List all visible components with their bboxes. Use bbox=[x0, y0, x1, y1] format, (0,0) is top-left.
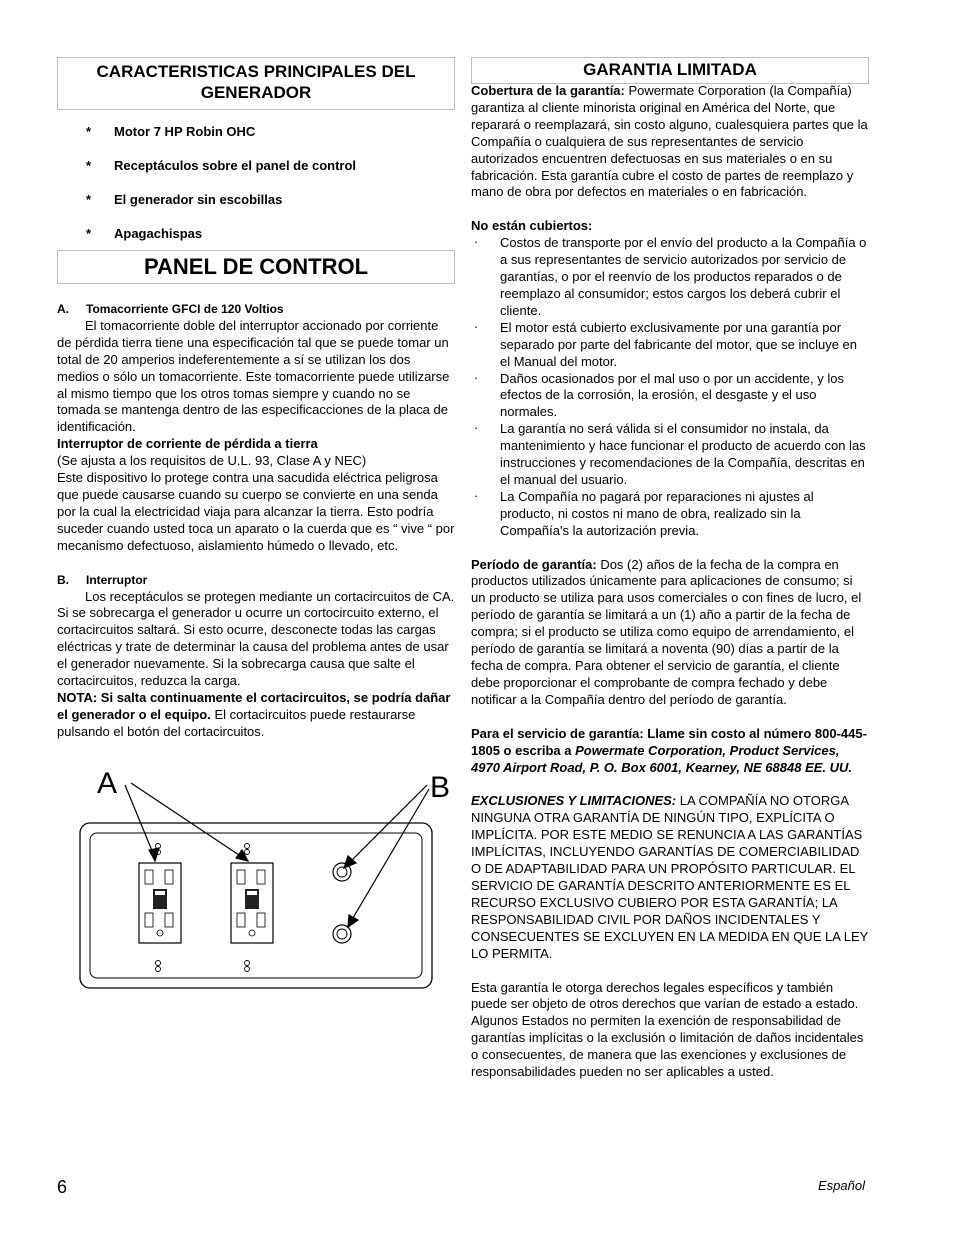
bullet-star: * bbox=[86, 192, 92, 207]
features-list bbox=[57, 124, 455, 260]
bullet-star: * bbox=[86, 158, 92, 173]
panel-heading: PANEL DE CONTROL bbox=[57, 250, 455, 284]
gfci-subheading: Interruptor de corriente de pérdida a tierra bbox=[57, 436, 318, 452]
circuit-breakers bbox=[333, 863, 351, 943]
left-column bbox=[57, 57, 455, 741]
service-paragraph: Para el servicio de garantía: Llame sin costo al número 800-445-1805 o escriba a Powermate Corporation, Product Services, 4970 Airport Road, P. O. Box 6001, Kearney, NE 68848 EE. UU. bbox=[471, 725, 867, 775]
gfci-receptacle-2 bbox=[231, 863, 273, 943]
section-b-heading: B. Interruptor bbox=[57, 572, 148, 587]
list-item: · Costos de transporte por el envío del producto a la Compañía o a sus representantes de servicio autorizados por servicio de garantías, o por el reenvío de los productos reparados o de reemplazo al consumidor; estos cargos los deberá cubrir el cliente. bbox=[474, 234, 867, 318]
gfci-body: Este dispositivo lo protege contra una sacudida eléctrica peligrosa que puede causarse cuando su cuerpo se convierte en una senda por la cual la electricidad viaja para alcanzar la tierra. Esto podría suceder cuando usted toca un aparato o la cuerda que es “ vive “ por mecanismo defectuoso, aislamiento húmedo o llevado, etc. bbox=[57, 470, 455, 553]
label-b: B bbox=[430, 771, 451, 804]
feature-item: * Motor 7 HP Robin OHC bbox=[86, 124, 256, 139]
feature-item: * Apagachispas bbox=[86, 226, 203, 241]
section-a-heading: A. Tomacorriente GFCI de 120 Voltios bbox=[57, 302, 284, 316]
bullet-star: * bbox=[86, 226, 92, 241]
feature-item: * Receptáculos sobre el panel de control bbox=[86, 158, 357, 173]
list-item: · La garantía no será válida si el consumidor no instala, da mantenimiento y hace funcionar el producto de acuerdo con las instrucciones y recomendaciones de la Compañía, descritas en el manual del usuario. bbox=[474, 420, 866, 487]
control-panel-diagram bbox=[75, 763, 455, 991]
warranty-heading: GARANTIA LIMITADA bbox=[471, 57, 869, 84]
list-item: · Daños ocasionados por el mal uso o por un accidente, y los efectos de la corrosión, la erosión, el desgaste y el uso normales. bbox=[474, 369, 844, 420]
legal-rights-paragraph: Esta garantía le otorga derechos legales específicos y también puede ser objeto de otros derechos que varían de estado a estado. Algunos Estados no permiten la exención de responsabilidad de garantías implícitas o la exclusión o limitación de daños incidentales o consecuentes, de manera que las exenciones y exclusiones de responsabilidades pueden no ser aplicables a usted. bbox=[471, 979, 864, 1080]
section-a-body: El tomacorriente doble del interruptor accionado por corriente de pérdida tierra tiene una especificación tal que se puede tomar un total de 20 amperios indeferentemente a sí se utilizan los dos medios o sólo un tomacorriente. Este tomacorriente puede utilizarse al mismo tiempo que los otros tomas siempre y cuando no se tomada se mantenga dentro de las especificacciones de la placa de identificación. bbox=[57, 317, 450, 435]
list-item: · La Compañía no pagará por reparaciones ni ajustes al producto, ni costos ni mano de obra, realizado sin la Compañía's la autorización previa. bbox=[474, 487, 814, 538]
arrows-a bbox=[125, 783, 248, 861]
not-covered-heading: No están cubiertos: bbox=[471, 218, 593, 234]
feature-item: * El generador sin escobillas bbox=[86, 192, 283, 207]
section-b-body: Los receptáculos se protegen mediante un cortacircuitos de CA. Si se sobrecarga el generador u ocurre un cortocircuito externo, el cortacircuitos saltará. Si esto ocurre, desconecte todas las cargas eléctricas y trate de determinar la causa del problema antes de usar el generador nuevamente. Si la sobrecarga causa que salte el cortacircuitos, reduzca la carga. bbox=[57, 588, 455, 689]
panel-drawing bbox=[75, 763, 455, 991]
language-label: Español bbox=[818, 1178, 865, 1193]
right-column bbox=[471, 57, 869, 1081]
bullet-star: * bbox=[86, 124, 92, 139]
gfci-note: (Se ajusta a los requisitos de U.L. 93, Clase A y NEC) bbox=[57, 453, 367, 469]
page-number: 6 bbox=[57, 1177, 68, 1197]
features-heading: CARACTERISTICAS PRINCIPALES DEL GENERADOR bbox=[57, 57, 455, 110]
arrows-b bbox=[344, 785, 429, 927]
section-b-note: NOTA: Si salta continuamente el cortacircuitos, se podría dañar el generador o el equipo. El cortacircuitos puede restaurarse pulsando el botón del cortacircuitos. bbox=[57, 689, 451, 739]
exclusions-paragraph: EXCLUSIONES Y LIMITACIONES: LA COMPAÑÍA NO OTORGA NINGUNA OTRA GARANTÍA DE NINGÚN TIPO, EXPLÍCITA O IMPLÍCITA. POR ESTE MEDIO SE RENUNCIA A LAS GARANTÍAS IMPLÍCITAS, INCLUYENDO GARANTÍAS DE COMERCIABILIDAD O DE ADAPTABILIDAD PARA UN PROPÓSITO PARTICULAR. EL SERVICIO DE GARANTÍA DESCRITO ANTERIORMENTE ES EL RECURSO EXCLUSIVO CUBIERO POR ESTA GARANTÍA; LA RESPONSABILIDAD CIVIL POR DAÑOS INCIDENTALES Y CONSECUENTES SE EXCLUYEN EN LA MEDIDA EN QUE LA LEY LO PERMITA. bbox=[471, 793, 869, 961]
coverage-paragraph: Cobertura de la garantía: Powermate Corporation (la Compañía) garantiza al cliente minorista original en América del Norte, que reparará o reemplazará, sin costo alguno, cualesquiera partes que la Compañía o cualquiera de sus representantes de servicio autorizados encuentren defectuosas en sus materiales o en su fabricación. Esta garantía cubre el costo de partes de reemplazo y mano de obra por defectos en materiales o en fabricación. bbox=[471, 83, 868, 200]
gfci-receptacle-1 bbox=[139, 863, 181, 943]
warranty-period-paragraph: Período de garantía: Dos (2) años de la fecha de la compra en productos utilizados únicamente para aplicaciones de consumo; si un producto se utiliza para usos comerciales o con fines de lucro, el período de garantía se limitará a un (1) año a partir de la fecha de compra; si el producto se utiliza como equipo de arrendamiento, el período de garantía se limitará a noventa (90) días a partir de la fecha de compra. Para obtener el servicio de garantía, el cliente debe proporcionar el comprobante de compra fechado y debe notificar a la Compañía dentro del período de garantía. bbox=[471, 556, 862, 707]
label-a: A bbox=[97, 767, 118, 800]
list-item: · El motor está cubierto exclusivamente por una garantía por separado por parte del fabricante del motor, que se incluye en el Manual del motor. bbox=[474, 318, 858, 369]
not-covered-list bbox=[471, 235, 869, 539]
